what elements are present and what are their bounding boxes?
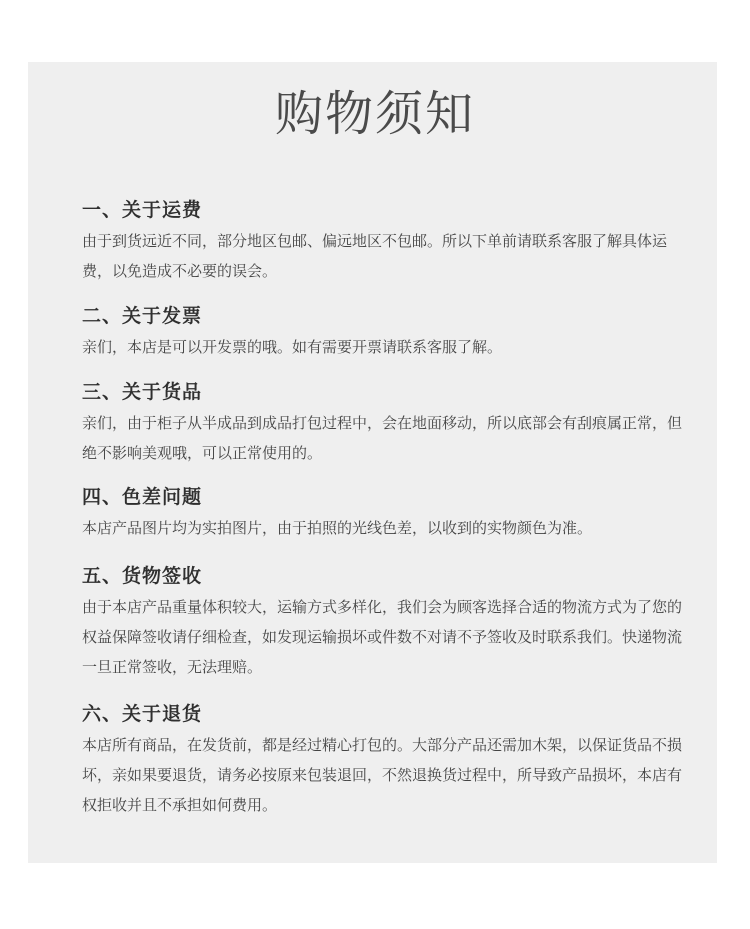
- section-body: 由于本店产品重量体积较大，运输方式多样化，我们会为顾客选择合适的物流方式为了您的权益保障签收请仔细检查，如发现运输损坏或件数不对请不予签收及时联系我们。快递物流一旦正常签收，无法理赔。: [82, 598, 683, 676]
- section-body: 亲们，本店是可以开发票的哦。如有需要开票请联系客服了解。: [82, 338, 503, 356]
- page-title: 购物须知: [274, 86, 475, 142]
- section-body: 亲们，由于柜子从半成品到成品打包过程中，会在地面移动，所以底部会有刮痕属正常，但绝不影响美观哦，可以正常使用的。: [82, 414, 683, 462]
- section-body: 本店产品图片均为实拍图片，由于拍照的光线色差，以收到的实物颜色为准。: [82, 519, 593, 537]
- section-invoice: [82, 303, 682, 362]
- section-body: 本店所有商品，在发货前，都是经过精心打包的。大部分产品还需加木架，以保证货品不损坏，亲如果要退货，请务必按原来包装退回，不然退换货过程中，所导致产品损坏，本店有权拒收并且不承担如何费用。: [82, 736, 683, 814]
- section-returns: [82, 701, 682, 820]
- section-goods: [82, 379, 682, 468]
- section-heading: 三、关于货品: [82, 381, 203, 403]
- section-color-difference: [82, 484, 682, 543]
- section-body: 由于到货远近不同，部分地区包邮、偏远地区不包邮。所以下单前请联系客服了解具体运费，以免造成不必要的误会。: [82, 232, 668, 280]
- section-heading: 一、关于运费: [82, 199, 203, 221]
- section-heading: 四、色差问题: [82, 486, 203, 508]
- section-shipping-fee: [82, 197, 682, 286]
- section-heading: 六、关于退货: [82, 703, 203, 725]
- section-heading: 五、货物签收: [82, 565, 203, 587]
- section-heading: 二、关于发票: [82, 305, 203, 327]
- section-delivery-receipt: [82, 563, 682, 682]
